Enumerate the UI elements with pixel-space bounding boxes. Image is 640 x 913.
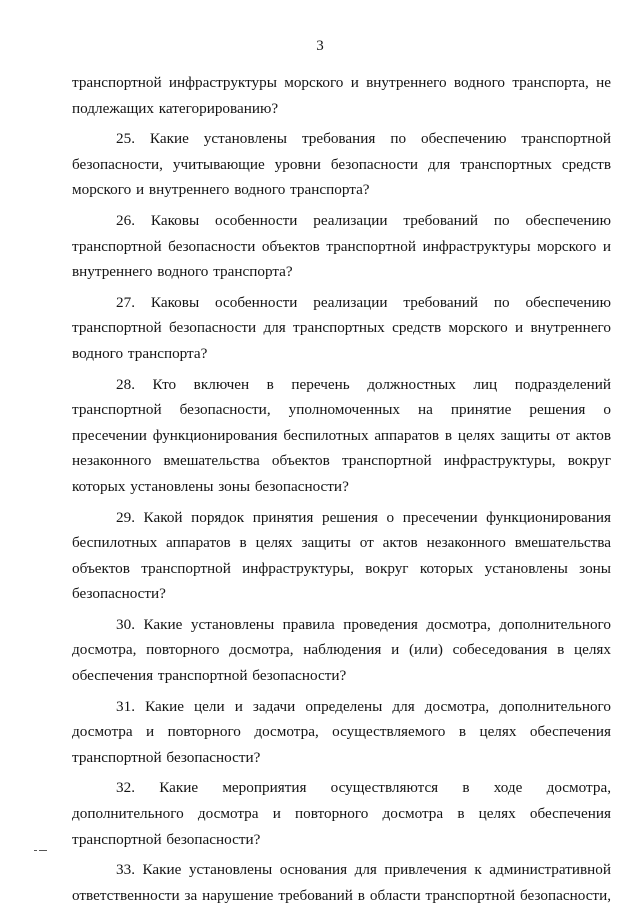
paragraph-continuation: транспортной инфраструктуры морского и внутреннего водного транспорта, не подлежащих категорированию? [72,74,611,117]
document-body [72,70,611,913]
question-32: 32. Какие мероприятия осуществляются в ходе досмотра, дополнительного досмотра и повторного досмотра в целях обеспечения транспортной безопасности? [72,779,611,848]
question-26: 26. Каковы особенности реализации требований по обеспечению транспортной безопасности объектов транспортной инфраструктуры морского и внутреннего водного транспорта? [72,211,611,281]
question-31: 31. Какие цели и задачи определены для досмотра, дополнительного досмотра и повторного досмотра, осуществляемого в целях обеспечения транспортной безопасности? [72,697,611,766]
question-33: 33. Какие установлены основания для привлечения к административной ответственности за нарушение требований в области транспортной безопасности, [72,861,611,904]
question-28: 28. Кто включен в перечень должностных лиц подразделений транспортной безопасности, уполномоченных на принятие решения о пресечении функционирования беспилотных аппаратов в целях защиты от актов незаконного вмешательства объектов транспортной инфраструктуры, вокруг которых установлены зоны безопасности? [72,375,611,495]
question-25: 25. Какие установлены требования по обеспечению транспортной безопасности, учитывающие уровни безопасности для транспортных средств морского и внутреннего водного транспорта? [72,130,611,199]
page-number: 3 [316,38,324,54]
question-27: 27. Каковы особенности реализации требований по обеспечению транспортной безопасности для транспортных средств морского и внутреннего водного транспорта? [72,293,611,362]
scan-margin-mark [34,848,48,852]
question-29: 29. Какой порядок принятия решения о пресечении функционирования беспилотных аппаратов в целях защиты от актов незаконного вмешательства объектов транспортной инфраструктуры, вокруг которых установлены зоны безопасности? [72,508,611,603]
question-30: 30. Какие установлены правила проведения досмотра, дополнительного досмотра, повторного досмотра, наблюдения и (или) собеседования в целях обеспечения транспортной безопасности? [72,615,611,685]
